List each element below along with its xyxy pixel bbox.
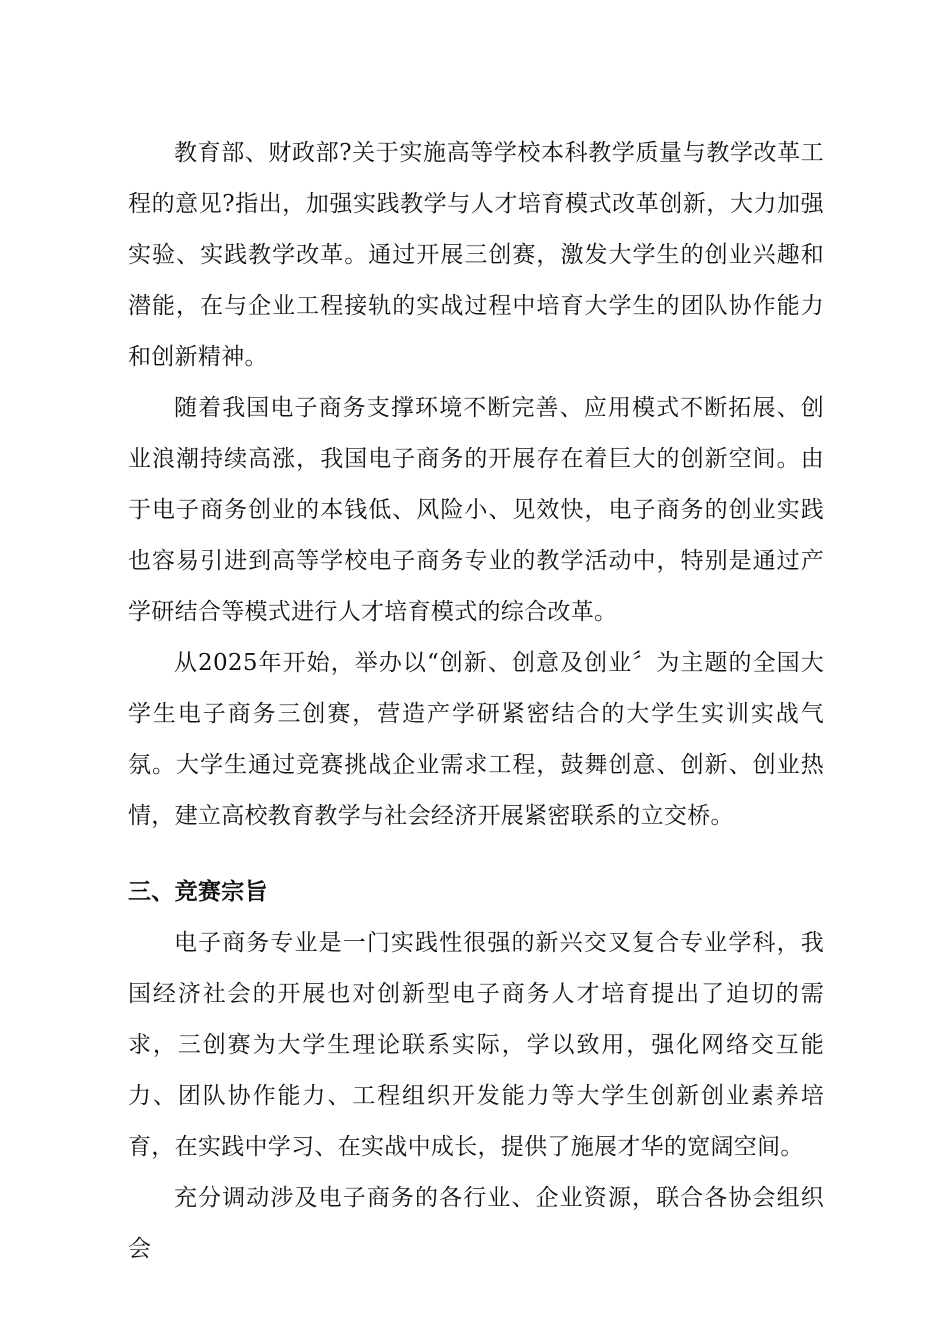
paragraph-3: 从2025年开始，举办以“创新、创意及创业〞为主题的全国大学生电子商务三创赛，营造产学研紧密结合的大学生实训实战气氛。大学生通过竞赛挑战企业需求工程，鼓舞创意、创新、创业热情，建立高校教育教学与社会经济开展紧密联系的立交桥。 xyxy=(128,650,824,829)
paragraph-5: 充分调动涉及电子商务的各行业、企业资源，联合各协会组织会 xyxy=(128,1185,824,1262)
section-heading: 三、竞赛宗旨 xyxy=(128,879,268,905)
paragraph-1: 教育部、财政部?关于实施高等学校本科教学质量与教学改革工程的意见?指出，加强实践教学与人才培育模式改革创新，大力加强实验、实践教学改革。通过开展三创赛，激发大学生的创业兴趣和潜能，在与企业工程接轨的实战过程中培育大学生的团队协作能力和创新精神。 xyxy=(128,140,824,370)
document-page xyxy=(128,128,824,1275)
paragraph-2: 随着我国电子商务支撑环境不断完善、应用模式不断拓展、创业浪潮持续高涨，我国电子商务的开展存在着巨大的创新空间。由于电子商务创业的本钱低、风险小、见效快，电子商务的创业实践也容易引进到高等学校电子商务专业的教学活动中，特别是通过产学研结合等模式进行人才培育模式的综合改革。 xyxy=(128,395,824,625)
paragraph-4: 电子商务专业是一门实践性很强的新兴交叉复合专业学科，我国经济社会的开展也对创新型电子商务人才培育提出了迫切的需求，三创赛为大学生理论联系实际，学以致用，强化网络交互能力、团队协作能力、工程组织开发能力等大学生创新创业素养培育，在实践中学习、在实战中成长，提供了施展才华的宽阔空间。 xyxy=(128,930,824,1160)
